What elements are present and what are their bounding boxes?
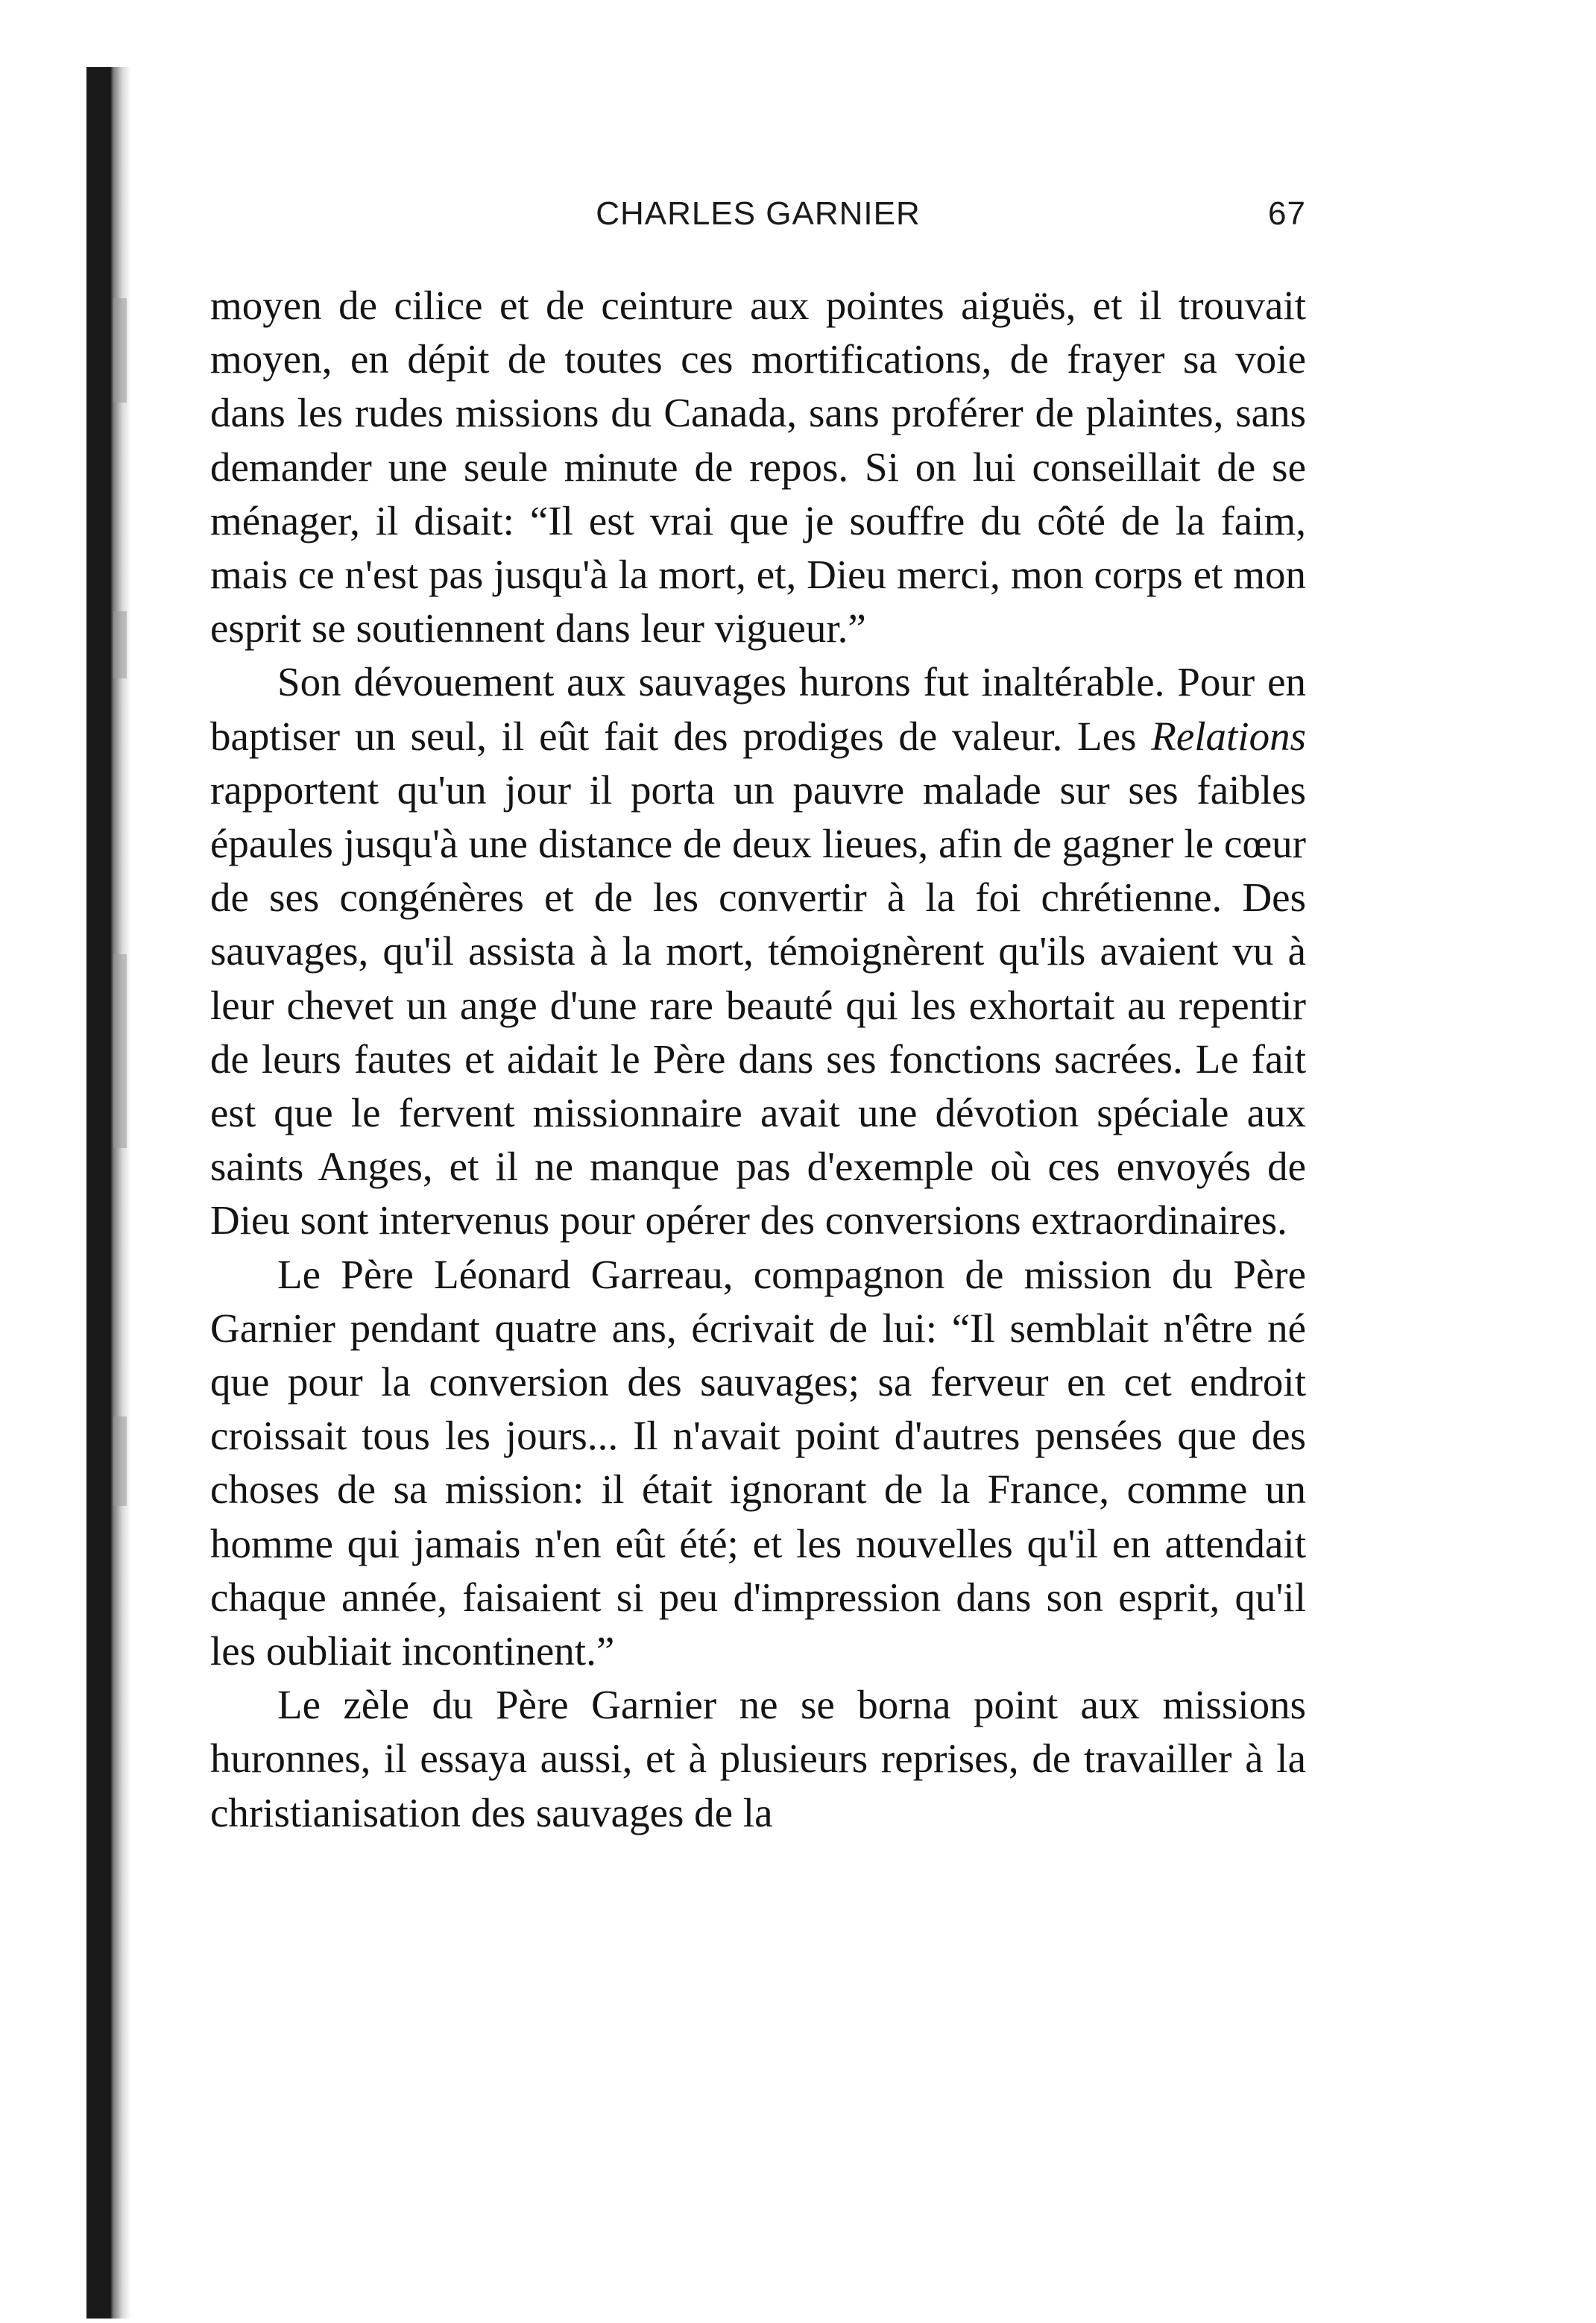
running-title: CHARLES GARNIER xyxy=(596,195,921,232)
paragraph-2-text-end: rapportent qu'un jour il porta un pauvre malade sur ses faibles épaules jusqu'à une distance de deux lieues, afin de gagner le cœur de ses congénères et de les convertir à la foi chrétienne. Des sauvages, qu'il assista à la mort, témoignèrent qu'ils avaient vu à leur chevet un ange d'une rare beauté qui les exhortait au repentir de leurs fautes et aidait le Père dans ses fonctions sacrées. Le fait est que le fervent missionnaire avait une dévotion spéciale aux saints Anges, et il ne manque pas d'exemple où ces envoyés de Dieu sont intervenus pour opérer des conversions extraordinaires. xyxy=(210,766,1306,1244)
page-binding-edge xyxy=(86,67,131,2319)
page-number: 67 xyxy=(1268,195,1306,232)
paragraph-2-text-start: Son dévouement aux sauvages hurons fut inaltérable. Pour en baptiser un seul, il eût fait des prodiges de valeur. Les xyxy=(210,659,1306,759)
book-page xyxy=(210,195,1306,1840)
paragraph-4: Le zèle du Père Garnier ne se borna point aux missions huronnes, il essaya aussi, et à plusieurs reprises, de travailler à la christianisation des sauvages de la xyxy=(210,1682,1306,1835)
running-header xyxy=(210,195,1306,240)
scan-artifact xyxy=(113,954,127,1148)
scan-artifact xyxy=(113,298,127,403)
paragraph-2 xyxy=(210,655,1306,1247)
paragraph-2-italic-title: Relations xyxy=(1151,713,1306,759)
paragraph-1: moyen de cilice et de ceinture aux pointes aiguës, et il trouvait moyen, en dépit de toutes ces mortifications, de frayer sa voie dans les rudes missions du Canada, sans proférer de plaintes, sans demander une seule minute de repos. Si on lui conseillait de se ménager, il disait: “Il est vrai que je souffre du côté de la faim, mais ce n'est pas jusqu'à la mort, et, Dieu merci, mon corps et mon esprit se soutiennent dans leur vigueur.” xyxy=(210,283,1306,652)
scan-artifact xyxy=(113,611,127,678)
paragraph-3: Le Père Léonard Garreau, compagnon de mission du Père Garnier pendant quatre ans, écrivait de lui: “Il semblait n'être né que pour la conversion des sauvages; sa ferveur en cet endroit croissait tous les jours... Il n'avait point d'autres pensées que des choses de sa mission: il était ignorant de la France, comme un homme qui jamais n'en eût été; et les nouvelles qu'il en attendait chaque année, faisaient si peu d'impression dans son esprit, qu'il les oubliait incontinent.” xyxy=(210,1251,1306,1674)
body-text xyxy=(210,279,1306,1840)
scan-artifact xyxy=(113,1416,127,1506)
